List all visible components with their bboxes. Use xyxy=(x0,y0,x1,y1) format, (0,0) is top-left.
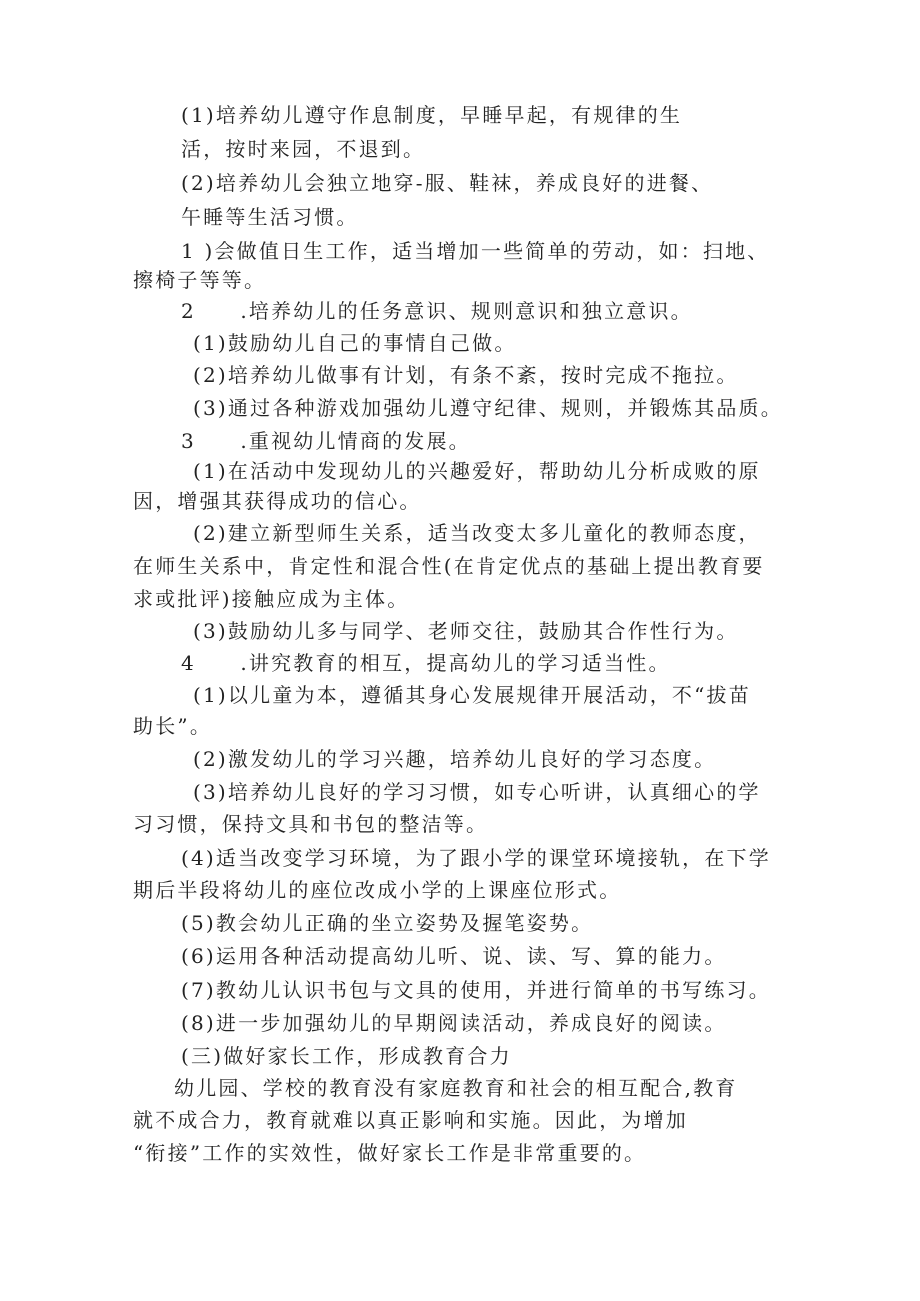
paragraph-line: (3)通过各种游戏加强幼儿遵守纪律、规则，并锻炼其品质。 xyxy=(193,396,783,420)
paragraph-line: (1)在活动中发现幼儿的兴趣爱好，帮助幼儿分析成败的原 xyxy=(193,459,761,483)
paragraph-line: 因，增强其获得成功的信心。 xyxy=(133,489,422,513)
paragraph-line: (2)培养幼儿做事有计划，有条不紊，按时完成不拖拉。 xyxy=(193,363,739,387)
paragraph-line: (4)适当改变学习环境，为了跟小学的课堂环境接轨，在下学 xyxy=(181,846,771,870)
paragraph-line: (6)运用各种活动提高幼儿听、说、读、写、算的能力。 xyxy=(181,944,727,968)
paragraph-line: (1)以儿童为本，遵循其身心发展规律开展活动，不“拔苗 xyxy=(193,683,751,707)
paragraph-line: (8)进一步加强幼儿的早期阅读活动，养成良好的阅读。 xyxy=(181,1011,727,1035)
paragraph-line: (2)建立新型师生关系，适当改变太多儿童化的教师态度， xyxy=(193,521,761,545)
paragraph-line: (2)培养幼儿会独立地穿-服、鞋袜，养成良好的进餐、 xyxy=(181,171,714,195)
section-heading-3: 3 .重视幼儿情商的发展。 xyxy=(181,429,471,453)
paragraph-line: 习习惯，保持文具和书包的整洁等。 xyxy=(133,812,489,836)
paragraph-line: 期后半段将幼儿的座位改成小学的上课座位形式。 xyxy=(133,878,622,902)
paragraph-line: (2)激发幼儿的学习兴趣，培养幼儿良好的学习态度。 xyxy=(193,747,717,771)
paragraph-line: 活，按时来园，不退到。 xyxy=(181,137,426,161)
paragraph-line: (5)教会幼儿正确的坐立姿势及握笔姿势。 xyxy=(181,911,594,935)
paragraph-line: (7)教幼儿认识书包与文具的使用，并进行简单的书写练习。 xyxy=(181,978,771,1002)
paragraph-line: 求或批评)接触应成为主体。 xyxy=(133,587,410,611)
paragraph-line: (3)培养幼儿良好的学习习惯，如专心听讲，认真细心的学 xyxy=(193,780,761,804)
paragraph-line: 幼儿园、学校的教育没有家庭教育和社会的相互配合,教育 xyxy=(174,1076,738,1100)
paragraph-line: 午睡等生活习惯。 xyxy=(181,205,359,229)
paragraph-line: 1 )会做值日生工作，适当增加一些简单的劳动，如：扫地、 xyxy=(181,239,770,263)
section-heading-4: 4 .讲究教育的相互，提高幼儿的学习适当性。 xyxy=(181,651,671,675)
paragraph-line: (3)鼓励幼儿多与同学、老师交往，鼓励其合作性行为。 xyxy=(193,619,739,643)
paragraph-line: (1)鼓励幼儿自己的事情自己做。 xyxy=(193,331,517,355)
section-heading-3: (三)做好家长工作，形成教育合力 xyxy=(181,1044,512,1068)
paragraph-line: 在师生关系中，肯定性和混合性(在肯定优点的基础上提出教育要 xyxy=(133,554,765,578)
section-heading-2: 2 .培养幼儿的任务意识、规则意识和独立意识。 xyxy=(181,299,693,323)
paragraph-line: 助长”。 xyxy=(133,714,213,738)
paragraph-line: “衔接”工作的实效性，做好家长工作是非常重要的。 xyxy=(133,1141,647,1165)
paragraph-line: 擦椅子等等。 xyxy=(133,268,267,292)
paragraph-line: 就不成合力，教育就难以真正影响和实施。因此，为增加 xyxy=(133,1108,688,1132)
paragraph-line: (1)培养幼儿遵守作息制度，早睡早起，有规律的生 xyxy=(181,103,683,127)
